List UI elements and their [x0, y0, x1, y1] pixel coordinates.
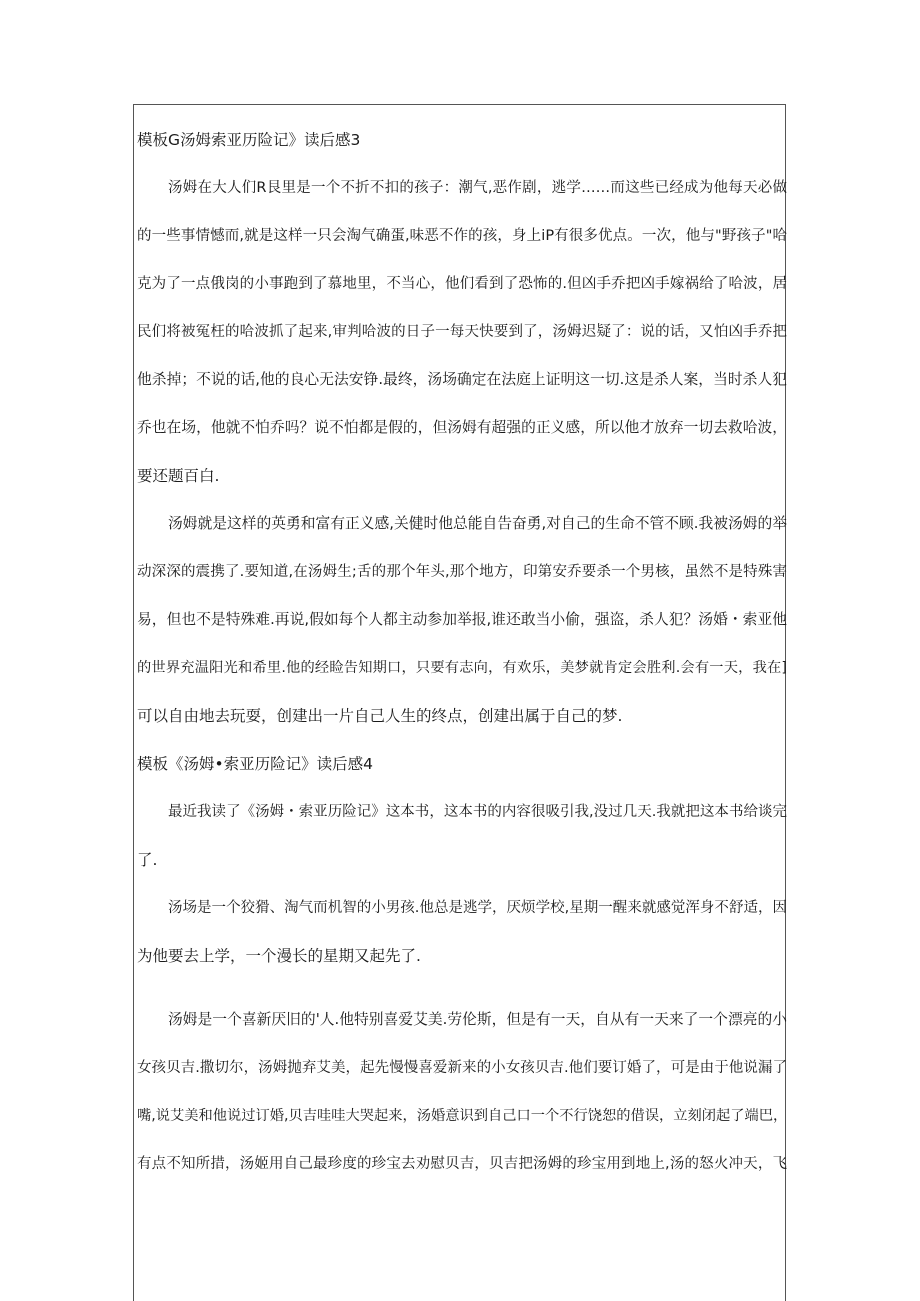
section-heading: 模板G汤姆索亚历险记》读后感3 — [137, 131, 361, 149]
text-line: 的一些事情憾而,就是这样一只会淘气确蛋,味恶不作的孩，身上iP有很多优点。一次，他与"野孩子"哈 — [137, 228, 787, 244]
text-line: 的世界充温阳光和希里.他的经睑告知期口，只要有志向，有欢乐，美梦就肯定会胜利.会有一天，我在] — [137, 660, 787, 676]
text-line: 要还题百白. — [137, 467, 220, 485]
text-line: 嘴,说艾美和他说过订婚,贝吉哇哇大哭起来，汤婚意识到自己口一个不行饶恕的借误，立刻闭起了端巴， — [137, 1108, 788, 1124]
text-line: 易，但也不是特殊难.再说,假如每个人都主动参加举报,谁还敢当小偷，强盗，杀人犯？汤婚・索亚他 — [137, 611, 787, 628]
text-line: 可以自由地去玩耍，创建出一片自己人生的终点，创建出属于自己的梦. — [137, 707, 623, 725]
text-line: 最近我读了《汤姆・索亚历险记》这本书，这本书的内容很吸引我,没过几天.我就把这本书给谈完 — [168, 804, 787, 820]
text-line: 为他要去上学，一个漫长的星期又起先了. — [137, 947, 421, 965]
text-line: 克为了一点俄岗的小事跑到了慕地里，不当心，他们看到了恐怖的.但凶手乔把凶手嫁祸给了哈波，居 — [137, 276, 787, 292]
text-line: 民们将被冤枉的哈波抓了起来,审判哈波的日子一每天快要到了，汤姆迟疑了：说的话，又怕凶手乔把 — [137, 324, 787, 340]
text-line: 汤姆在大人们R艮里是一个不折不扣的孩子：潮气,恶作剧，逃学……而这些已经成为他每天必做 — [168, 180, 787, 196]
text-line: 他杀掉；不说的话,他的良心无法安铮.最终，汤场确定在法庭上证明这一切.这是杀人案，当时杀人犯 — [137, 371, 787, 388]
text-line: 了. — [137, 851, 158, 869]
text-line: 汤场是一个狡猾、淘气而机智的小男孩.他总是逃学，厌烦学校,星期一醒来就感觉浑身不舒适，因 — [168, 900, 787, 916]
section-heading: 模板《汤姆•索亚历险记》读后感4 — [137, 755, 374, 773]
text-line: 有点不知所措，汤姬用自己最珍度的珍宝去劝慰贝吉，贝吉把汤姆的珍宝用到地上,汤的怒火冲天，飞 — [137, 1156, 787, 1172]
text-line: 乔也在场，他就不怕乔吗？说不怕都是假的，但汤姆有超强的正义感，所以他才放弃一切去救哈波， — [137, 419, 787, 436]
text-line: 汤姆是一个喜新厌旧的'人.他特别喜爱艾美.劳伦斯，但是有一天，自从有一天来了一个漂亮的小 — [168, 1011, 787, 1028]
text-line: 动深深的震携了.要知道,在汤姆生;舌的那个年头,那个地方，印第安乔要杀一个男核，虽然不是特殊害 — [137, 564, 787, 580]
text-line: 汤姆就是这样的英勇和富有正义感,关健时他总能自告奋勇,对自己的生命不管不顾.我被汤姆的举 — [168, 515, 787, 532]
text-line: 女孩贝吉.撒切尔，汤姆抛弃艾美，起先慢慢喜爱新来的小女孩贝吉.他们要订婚了，可是由于他说漏了 — [137, 1060, 787, 1076]
